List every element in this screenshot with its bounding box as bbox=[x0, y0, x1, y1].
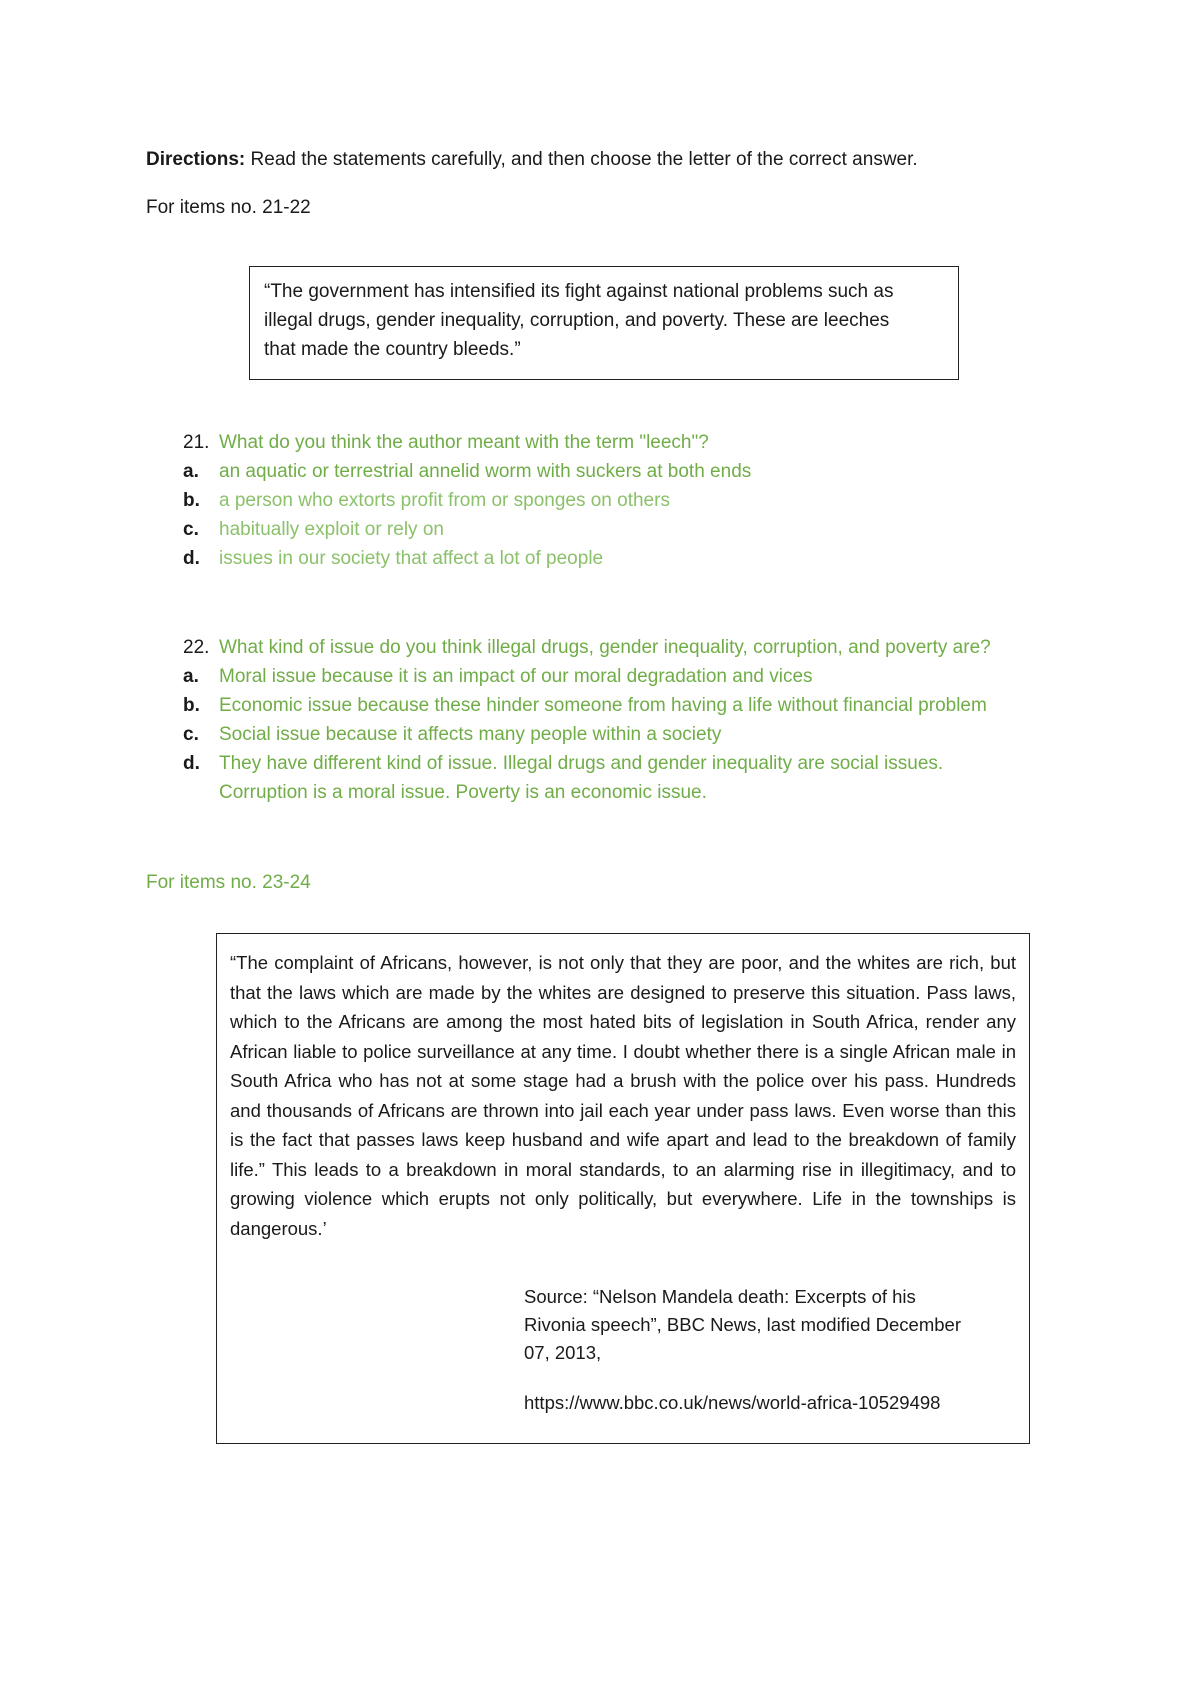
q22-option-b-letter: b. bbox=[183, 695, 200, 716]
q21-option-a-text: an aquatic or terrestrial annelid worm with suckers at both ends bbox=[219, 461, 752, 482]
source-url: https://www.bbc.co.uk/news/world-africa-10529498 bbox=[524, 1392, 941, 1413]
directions-label: Directions: bbox=[146, 149, 246, 170]
q21-option-b-letter: b. bbox=[183, 490, 200, 511]
q22-option-d-continued bbox=[183, 781, 707, 805]
q22-option-a-text: Moral issue because it is an impact of our moral degradation and vices bbox=[219, 666, 813, 687]
question-22-number: 22. bbox=[183, 637, 210, 658]
q22-option-a-letter: a. bbox=[183, 666, 199, 687]
directions-line bbox=[146, 148, 918, 172]
q21-option-d[interactable] bbox=[183, 547, 603, 571]
q22-option-a[interactable] bbox=[183, 665, 813, 689]
q22-option-c[interactable] bbox=[183, 723, 721, 747]
q21-option-a[interactable] bbox=[183, 460, 751, 484]
q22-option-c-text: Social issue because it affects many people within a society bbox=[219, 724, 722, 745]
passage-text: “The complaint of Africans, however, is not only that they are poor, and the whites are rich, but that the laws which are made by the whites are designed to preserve this situation. Pass laws, which to the Africans are among the most hated bits of legislation in South Africa, render any African liable to police surveillance at any time. I doubt whether there is a single African male in South Africa who has not at some stage had a brush with the police over his pass. Hundreds and thousands of Africans are thrown into jail each year under pass laws. Even worse than this is the fact that passes laws keep husband and wife apart and lead to the breakdown of family life.” This leads to a breakdown in moral standards, to an alarming rise in illegitimacy, and to growing violence which erupts not only politically, but everywhere. Life in the townships is dangerous.’ bbox=[230, 952, 1016, 1239]
source-line-1: Source: “Nelson Mandela death: Excerpts of his bbox=[524, 1286, 916, 1307]
q21-option-d-text: issues in our society that affect a lot of people bbox=[219, 548, 604, 569]
question-21 bbox=[183, 431, 709, 455]
quote-1-line-2: illegal drugs, gender inequality, corruption, and poverty. These are leeches bbox=[264, 310, 890, 331]
question-22 bbox=[183, 636, 991, 660]
q21-option-c[interactable] bbox=[183, 518, 444, 542]
q22-option-d-text-2: Corruption is a moral issue. Poverty is an economic issue. bbox=[219, 782, 707, 803]
quote-1-line-3: that made the country bleeds.” bbox=[264, 339, 521, 360]
directions-text: Read the statements carefully, and then choose the letter of the correct answer. bbox=[250, 149, 918, 170]
q22-option-b-text: Economic issue because these hinder someone from having a life without financial problem bbox=[219, 695, 987, 716]
q21-option-c-letter: c. bbox=[183, 519, 199, 540]
q22-option-c-letter: c. bbox=[183, 724, 199, 745]
q21-option-b[interactable] bbox=[183, 489, 670, 513]
q21-option-a-letter: a. bbox=[183, 461, 199, 482]
q22-option-d-text: They have different kind of issue. Illegal drugs and gender inequality are social issues. bbox=[219, 753, 944, 774]
quote-1-line-1: “The government has intensified its fight against national problems such as bbox=[264, 281, 894, 302]
section1-heading: For items no. 21-22 bbox=[146, 197, 311, 218]
q22-option-b[interactable] bbox=[183, 694, 987, 718]
question-22-text: What kind of issue do you think illegal drugs, gender inequality, corruption, and poverty are? bbox=[219, 637, 991, 658]
q21-option-c-text: habitually exploit or rely on bbox=[219, 519, 444, 540]
source-line-3: 07, 2013, bbox=[524, 1342, 602, 1363]
quote-box-1 bbox=[249, 266, 959, 380]
q21-option-b-text: a person who extorts profit from or sponges on others bbox=[219, 490, 670, 511]
q22-option-d[interactable] bbox=[183, 752, 943, 776]
q21-option-d-letter: d. bbox=[183, 548, 200, 569]
source-line-2: Rivonia speech”, BBC News, last modified December bbox=[524, 1314, 961, 1335]
section2-heading: For items no. 23-24 bbox=[146, 872, 311, 893]
question-21-number: 21. bbox=[183, 432, 210, 453]
question-21-text: What do you think the author meant with the term "leech"? bbox=[219, 432, 709, 453]
q22-option-d-letter: d. bbox=[183, 753, 200, 774]
